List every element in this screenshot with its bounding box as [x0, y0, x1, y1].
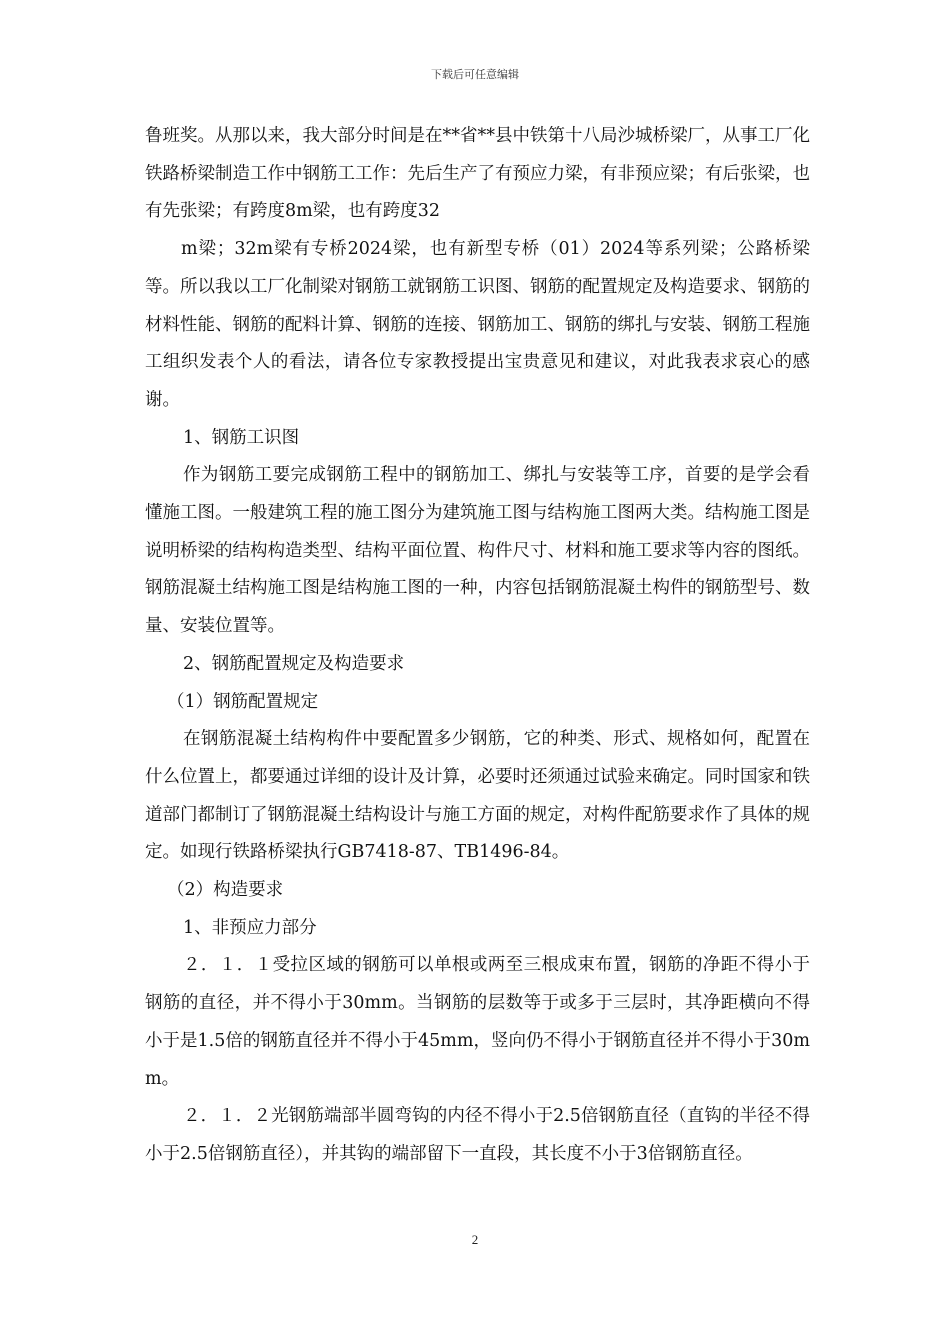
paragraph: 作为钢筋工要完成钢筋工程中的钢筋加工、绑扎与安装等工序，首要的是学会看懂施工图。一般建筑工程的施工图分为建筑施工图与结构施工图两大类。结构施工图是说明桥梁的结构构造类型、结构平面位置、构件尺寸、材料和施工要求等内容的图纸。钢筋混凝土结构施工图是结构施工图的一种，内容包括钢筋混凝土构件的钢筋型号、数量、安装位置等。 — [145, 465, 810, 637]
section-heading: 2、钢筋配置规定及构造要求 — [183, 653, 405, 674]
section-heading: 1、钢筋工识图 — [183, 427, 300, 448]
paragraph: 鲁班奖。从那以来，我大部分时间是在**省**县中铁第十八局沙城桥梁厂，从事工厂化铁路桥梁制造工作中钢筋工工作：先后生产了有预应力梁，有非预应梁；有后张梁，也有先张梁；有跨度8m梁，也有跨度32 — [145, 126, 810, 222]
page-number: 2 — [471, 1232, 479, 1247]
subsection-heading: （1）钢筋配置规定 — [167, 691, 319, 712]
paragraph: ２．１．１受拉区域的钢筋可以单根或两至三根成束布置，钢筋的净距不得小于钢筋的直径，并不得小于30mm。当钢筋的层数等于或多于三层时，其净距横向不得小于是1.5倍的钢筋直径并不得小于45mm，竖向仍不得小于钢筋直径并不得小于30mm。 — [145, 955, 810, 1089]
paragraph: 在钢筋混凝土结构构件中要配置多少钢筋，它的种类、形式、规格如何，配置在什么位置上，都要通过详细的设计及计算，必要时还须通过试验来确定。同时国家和铁道部门都制订了钢筋混凝土结构设计与施工方面的规定，对构件配筋要求作了具体的规定。如现行铁路桥梁执行GB7418-87、TB1496-84。 — [145, 729, 810, 863]
page-header: 下载后可任意编辑 — [431, 68, 519, 81]
subsection-heading: 1、非预应力部分 — [183, 917, 317, 938]
paragraph: m梁；32m梁有专桥2024梁，也有新型专桥（01）2024等系列梁；公路桥梁等。所以我以工厂化制梁对钢筋工就钢筋工识图、钢筋的配置规定及构造要求、钢筋的材料性能、钢筋的配料计算、钢筋的连接、钢筋加工、钢筋的绑扎与安装、钢筋工程施工组织发表个人的看法，请各位专家教授提出宝贵意见和建议，对此我表求哀心的感谢。 — [145, 239, 810, 410]
document-body — [145, 118, 810, 1174]
subsection-heading: （2）构造要求 — [167, 880, 284, 901]
paragraph: ２．１．２光钢筋端部半圆弯钩的内径不得小于2.5倍钢筋直径（直钩的半径不得小于2.5倍钢筋直径），并其钩的端部留下一直段，其长度不小于3倍钢筋直径。 — [145, 1106, 810, 1164]
